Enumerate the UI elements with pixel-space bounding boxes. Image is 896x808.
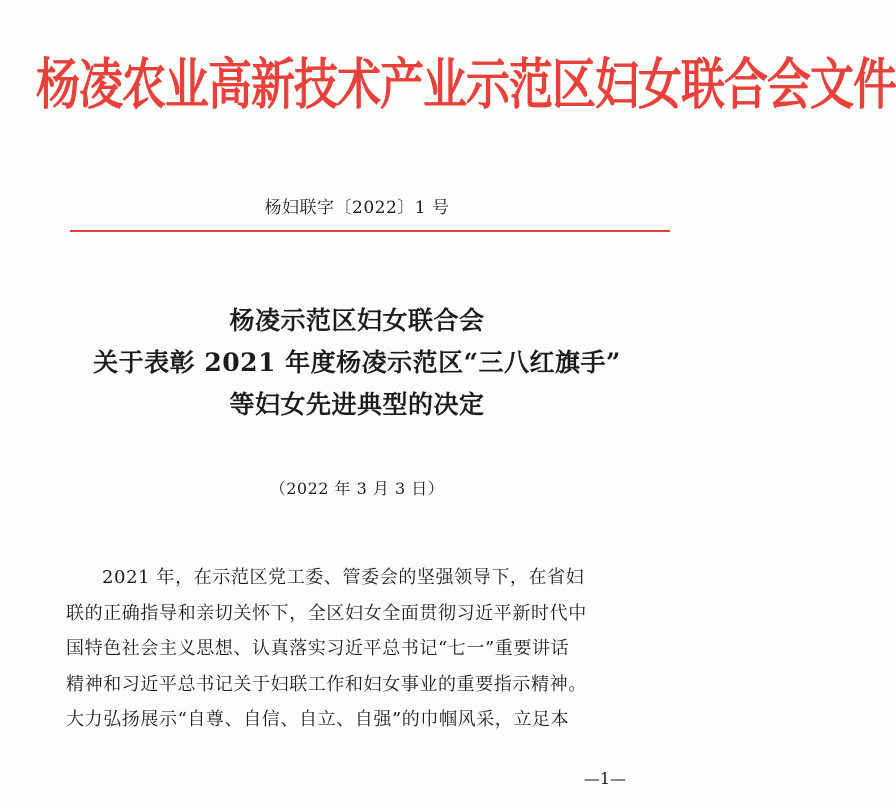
masthead-title: 杨凌农业高新技术产业示范区妇女联合会文件 (36, 53, 896, 118)
red-divider-line (70, 230, 670, 232)
body-line: 精神和习近平总书记关于妇联工作和妇女事业的重要指示精神。 (66, 673, 587, 695)
document-title (0, 300, 714, 426)
body-line: 2021 年，在示范区党工委、管委会的坚强领导下，在省妇 (102, 567, 585, 588)
document-number: 杨妇联字〔2022〕1 号 (264, 198, 450, 218)
title-line: 等妇女先进典型的决定 (229, 390, 485, 419)
body-paragraph (66, 560, 662, 738)
title-line: 杨凌示范区妇女联合会 (229, 306, 485, 335)
body-line: 国特色社会主义思想、认真落实习近平总书记“七一”重要讲话 (66, 638, 570, 659)
body-line: 联的正确指导和亲切关怀下，全区妇女全面贯彻习近平新时代中 (66, 602, 587, 624)
body-line: 大力弘扬展示“自尊、自信、自立、自强”的巾帼风采，立足本 (66, 709, 570, 730)
title-line: 关于表彰 2021 年度杨凌示范区“三八红旗手” (93, 348, 621, 377)
document-date: （2022 年 3 月 3 日） (269, 479, 445, 498)
page-number: —1— (583, 769, 627, 788)
